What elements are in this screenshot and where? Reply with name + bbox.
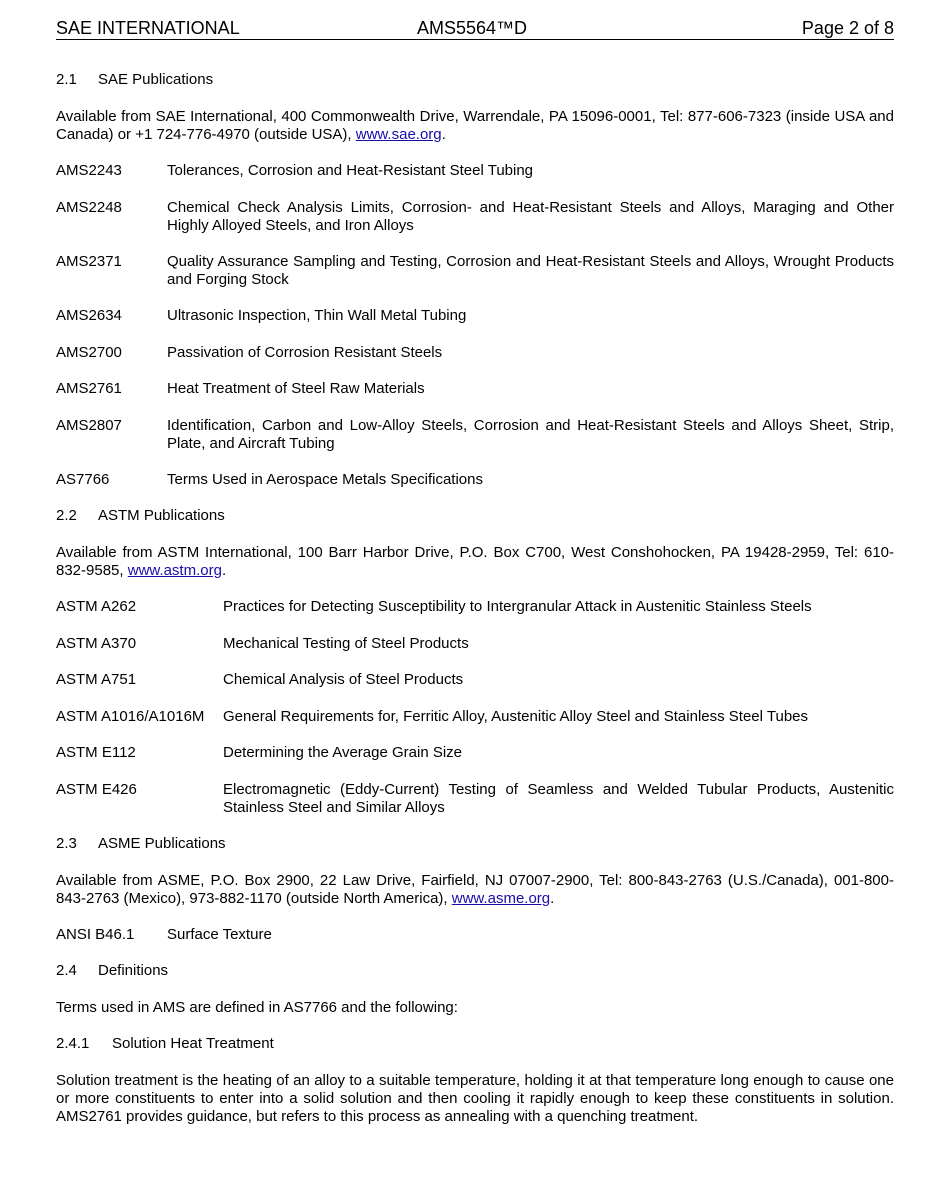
asme-website-link[interactable]: www.asme.org [451, 890, 551, 907]
reference-code: ASTM A262 [56, 598, 137, 615]
page-header [56, 17, 894, 40]
top-crop-mark [0, 0, 950, 4]
section-heading-2-4-1 [56, 1035, 274, 1053]
reference-title: Quality Assurance Sampling and Testing, Corrosion and Heat-Resistant Steels and Alloys, Wrought Products and Forging Stock [167, 253, 894, 288]
reference-code: ASTM A1016/A1016M [56, 708, 205, 725]
reference-title: General Requirements for, Ferritic Alloy, Austenitic Alloy Steel and Stainless Steel Tubes [223, 708, 809, 725]
section-heading-2-2 [56, 507, 225, 525]
section-number: 2.3 [56, 835, 77, 852]
section-number: 2.1 [56, 71, 77, 88]
header-page-number: Page 2 of 8 [801, 18, 894, 38]
section-number: 2.4.1 [56, 1035, 90, 1052]
sae-availability-paragraph: Available from SAE International, 400 Commonwealth Drive, Warrendale, PA 15096-0001, Tel: 877-606-7323 (inside USA and Canada) or +1 724-776-4970 (outside USA), www.sae.org. [56, 108, 894, 143]
header-organization: SAE INTERNATIONAL [56, 18, 240, 38]
reference-code: AS7766 [56, 471, 110, 488]
reference-title: Identification, Carbon and Low-Alloy Steels, Corrosion and Heat-Resistant Steels and Alloys Sheet, Strip, Plate, and Aircraft Tubing [167, 417, 894, 452]
astm-availability-paragraph: Available from ASTM International, 100 Barr Harbor Drive, P.O. Box C700, West Conshohocken, PA 19428-2959, Tel: 610-832-9585, www.astm.org. [56, 544, 894, 579]
definitions-intro: Terms used in AMS are defined in AS7766 and the following: [56, 999, 458, 1016]
section-number: 2.4 [56, 962, 77, 979]
section-heading-2-3 [56, 835, 226, 853]
asme-availability-text: Available from ASME, P.O. Box 2900, 22 Law Drive, Fairfield, NJ 07007-2900, Tel: 800-843-2763 (U.S./Canada), 001-800-843-2763 (Mexico), 973-882-1170 (outside North America), [56, 872, 894, 907]
reference-code: AMS2634 [56, 307, 122, 324]
reference-title: Surface Texture [167, 926, 272, 943]
section-number: 2.2 [56, 507, 77, 524]
reference-code: ANSI B46.1 [56, 926, 135, 943]
section-title: Solution Heat Treatment [112, 1035, 274, 1052]
astm-website-link[interactable]: www.astm.org [127, 562, 222, 579]
reference-title: Passivation of Corrosion Resistant Steels [167, 344, 443, 361]
section-title: ASTM Publications [98, 507, 225, 524]
reference-title: Ultrasonic Inspection, Thin Wall Metal Tubing [167, 307, 467, 324]
reference-code: AMS2761 [56, 380, 122, 397]
reference-title: Heat Treatment of Steel Raw Materials [167, 380, 425, 397]
reference-code: AMS2243 [56, 162, 122, 179]
reference-code: ASTM E112 [56, 744, 136, 761]
reference-title: Tolerances, Corrosion and Heat-Resistant Steel Tubing [167, 162, 534, 179]
section-title: SAE Publications [98, 71, 214, 88]
reference-code: ASTM A370 [56, 635, 137, 652]
reference-title: Chemical Analysis of Steel Products [223, 671, 464, 688]
sae-website-link[interactable]: www.sae.org [355, 126, 442, 143]
asme-availability-paragraph: Available from ASME, P.O. Box 2900, 22 Law Drive, Fairfield, NJ 07007-2900, Tel: 800-843-2763 (U.S./Canada), 001-800-843-2763 (Mexico), 973-882-1170 (outside North America), www.asme.org. [56, 872, 894, 907]
reference-title: Determining the Average Grain Size [223, 744, 463, 761]
solution-heat-treatment-definition: Solution treatment is the heating of an alloy to a suitable temperature, holding it at that temperature long enough to cause one or more constituents to enter into a solid solution and then cooling it rapidly enough to keep these constituents in solution. AMS2761 provides guidance, but refers to this process as annealing with a quenching treatment. [56, 1072, 894, 1125]
reference-title: Practices for Detecting Susceptibility to Intergranular Attack in Austenitic Stainless Steels [223, 598, 812, 615]
reference-code: AMS2700 [56, 344, 122, 361]
reference-code: ASTM E426 [56, 781, 137, 798]
reference-code: AMS2371 [56, 253, 122, 270]
reference-code: ASTM A751 [56, 671, 137, 688]
reference-code: AMS2807 [56, 417, 122, 434]
section-title: ASME Publications [98, 835, 226, 852]
header-document-number: AMS5564™D [417, 18, 528, 38]
reference-title: Electromagnetic (Eddy-Current) Testing of Seamless and Welded Tubular Products, Austenitic Stainless Steel and Similar Alloys [223, 781, 894, 816]
reference-title: Chemical Check Analysis Limits, Corrosion- and Heat-Resistant Steels and Alloys, Maraging and Other Highly Alloyed Steels, and Iron Alloys [167, 199, 894, 234]
reference-title: Mechanical Testing of Steel Products [223, 635, 469, 652]
section-heading-2-1 [56, 71, 213, 89]
reference-title: Terms Used in Aerospace Metals Specifications [167, 471, 483, 488]
section-title: Definitions [98, 962, 169, 979]
sae-availability-text: Available from SAE International, 400 Commonwealth Drive, Warrendale, PA 15096-0001, Tel: 877-606-7323 (inside USA and Canada) or +1 724-776-4970 (outside USA), [56, 108, 894, 143]
section-heading-2-4 [56, 962, 168, 980]
astm-availability-text: Available from ASTM International, 100 Barr Harbor Drive, P.O. Box C700, West Conshohocken, PA 19428-2959, Tel: 610-832-9585, [56, 544, 894, 579]
reference-code: AMS2248 [56, 199, 122, 216]
